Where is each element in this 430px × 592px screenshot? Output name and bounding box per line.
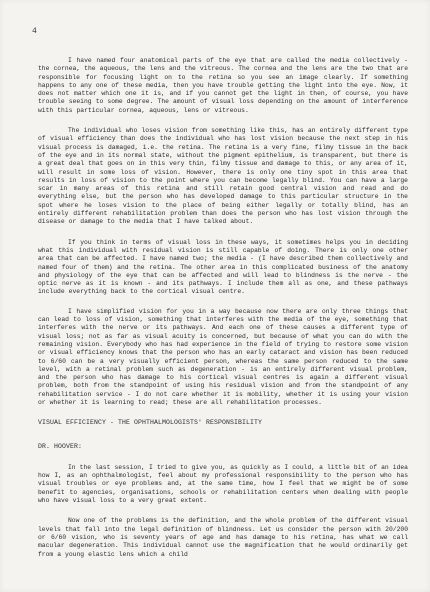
paragraph-simplified-vision: I have simplified vision for you in a way because now there are only three things that can lead to loss of vision, something that interferes with the media of the eye, something that interferes with the nerve or its pathways. And each one of these causes a different type of visual loss; not as far as visual acuity is concerned, but because of what you can do with the remaining vision. Everybody who has had experience in the field of trying to restore some vision or visual efficiency knows that the person who has an early cataract and vision has been reduced to 6/60 can be a very visually efficient person, whereas the same person reduced to the same level, with a retinal problem such as degeneration - is an entirely different visual problem, and the person who has damage to his cortical visual centres is again a different visual problem, both from the standpoint of using his residual vision and from the standpoint of any rehabilitation service - I do not care whether it is mobility, whether it is using your vision or whether it is learning to read; these are all rehabilitation processes. (38, 307, 408, 406)
page-number: 4 (32, 27, 37, 36)
paragraph-retina: The individual who loses vision from something like this, has an entirely different type of visual efficiency than does the individual who has lost vision because the next step in his visual process is damaged, i.e. the retina. The retina is a very fine, filmy tissue in the back of the eye and in its normal state, without the pigment epithelium, is transparent, but there is a great deal that goes on in this very thin, filmy tissue and damage to this, or any area of it, will result in some loss of vision. However, there is only one tiny spot in this area that results in loss of vision to the point where you can become legally blind. You can have a large scar in many areas of this retina and still retain good central vision and read and do everything else, but the person who has developed damage to this particular structure in the spot where he loses vision to the place of being either legally or totally blind, has an entirely different rehabilitation problem than does the person who has lost vision through the disease or damage to the media that I have talked about. (38, 127, 408, 226)
section-heading: VISUAL EFFICIENCY - THE OPHTHALMOLOGISTS' RESPONSIBILITY (38, 419, 263, 427)
paragraph-visual-loss-areas: If you think in terms of visual loss in these ways, it sometimes helps you in deciding what this individual with residual vision is still capable of doing. There is only one other area that can be affected. I have named two; the media - (I have described them collectively and named four of them) and the retina. The other area in this complicated business of the anatomy and physiology of the eye that can be affected and will lead to blindness is the nerve - the optic nerve as it is known - and its pathways. I include them all as one, and these pathways include everything back to the cortical visual centre. (38, 238, 408, 296)
paragraph-last-session: In the last session, I tried to give you, as quickly as I could, a little bit of an idea how I, as an ophthalmologist, feel about my professional responsibility to the person who has visual troubles or eye problems and, at the same time, how I feel that we might be of some benefit to agencies, organisations, schools or rehabilitation centers when dealing with people who have visual loss to a very great extent. (38, 463, 408, 505)
paragraph-definition: Now one of the problems is the definition, and the whole problem of the different visual levels that fall into the legal definition of blindness. Let us consider the person with 20/200 or 6/60 vision, who is seventy years of age and has damage to his retina, has what we call macular degeneration. This individual cannot use the magnification that he would ordinarily get from a young elastic lens which a child (38, 517, 408, 558)
speaker-heading: DR. HOOVER: (38, 442, 83, 450)
paragraph-media: I have named four anatomical parts of the eye that are called the media collectively - the cornea, the aqueous, the lens and the vitreous. The cornea and the lens are the two that are responsible for focusing light on to the retina so you see an image clearly. If something happens to any one of these media, then you have trouble getting the light into the eye. Now, it does not matter which one it is, and if you cannot get the light in then, of course, you have trouble seeing to some degree. The amount of visual loss depending on the amount of interference with this particular cornea, aqueous, lens or vitreous. (38, 57, 408, 114)
document-body (38, 57, 408, 571)
